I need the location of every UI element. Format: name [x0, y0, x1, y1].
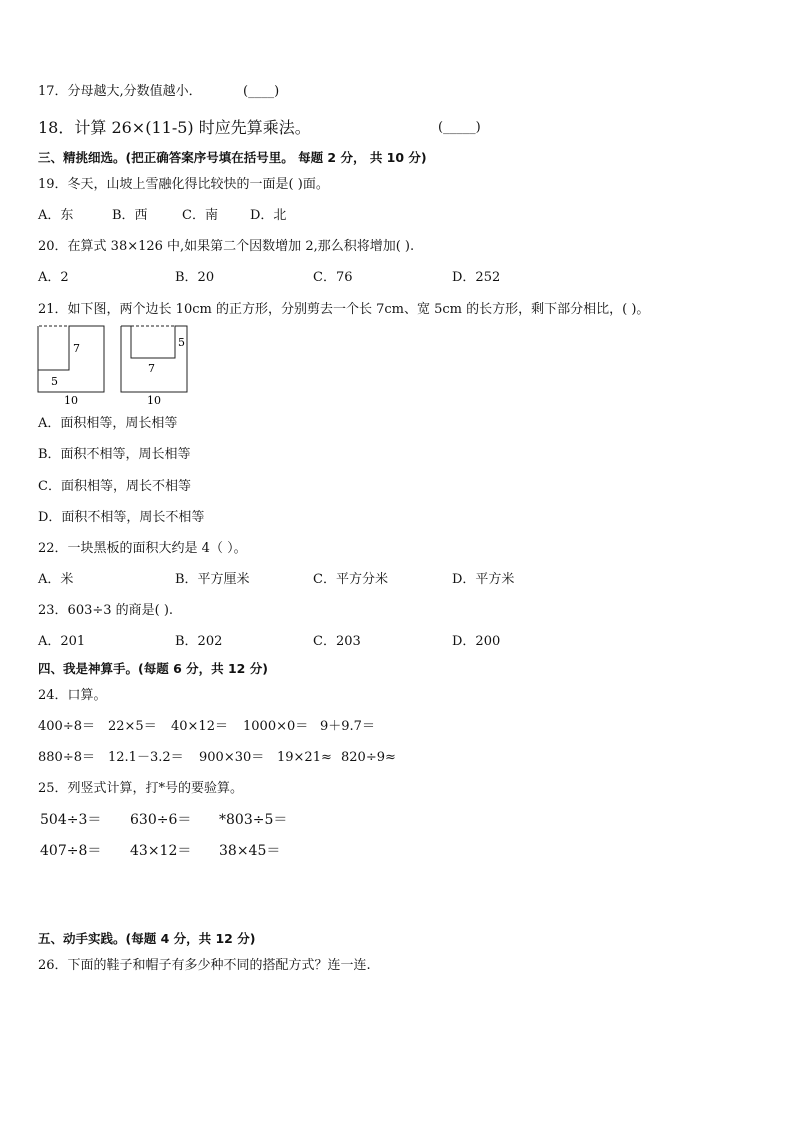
q25-problem: 504÷3＝ — [40, 812, 102, 828]
q21-text: 21．如下图，两个边长 10cm 的正方形，分别剪去一个长 7cm、宽 5cm 的长方形，剩下部分相比，( )。 — [38, 302, 650, 317]
q24-problem: 40×12＝ — [171, 719, 228, 734]
q23-option-b[interactable]: B．202 — [175, 634, 223, 649]
q24-problem: 19×21≈ — [277, 750, 332, 765]
q21-option-b[interactable]: B．面积不相等，周长相等 — [38, 447, 191, 462]
q24-problem: 12.1－3.2＝ — [108, 750, 184, 765]
q17-text: 17．分母越大,分数值越小． — [38, 84, 202, 99]
q20-option-c[interactable]: C．76 — [313, 270, 353, 285]
q21-option-d[interactable]: D．面积不相等，周长不相等 — [38, 510, 205, 525]
q19-option-a[interactable]: A．东 — [38, 208, 74, 223]
q24-problem: 880÷8＝ — [38, 750, 95, 765]
q25-problem: 407÷8＝ — [40, 843, 102, 859]
q26-text: 26．下面的鞋子和帽子有多少种不同的搭配方式？连一连. — [38, 958, 371, 973]
q21-option-c[interactable]: C．面积相等，周长不相等 — [38, 479, 191, 494]
q22-option-a[interactable]: A．米 — [38, 572, 74, 587]
left-side-10: 10 — [64, 394, 78, 407]
right-label-7: 7 — [148, 362, 155, 375]
q22-option-b[interactable]: B．平方厘米 — [175, 572, 250, 587]
right-label-5: 5 — [178, 336, 185, 349]
q20-option-a[interactable]: A．2 — [38, 270, 69, 285]
q25-problem: 38×45＝ — [219, 843, 281, 859]
left-label-7: 7 — [73, 342, 80, 355]
q22-option-c[interactable]: C．平方分米 — [313, 572, 388, 587]
q17-answer-blank[interactable]: (____) — [243, 84, 280, 99]
q19-text: 19．冬天，山坡上雪融化得比较快的一面是( )面。 — [38, 177, 329, 192]
q19-option-c[interactable]: C．南 — [182, 208, 218, 223]
q22-text: 22．一块黑板的面积大约是 4（ ）。 — [38, 541, 247, 556]
q20-option-b[interactable]: B．20 — [175, 270, 215, 285]
section-4-heading: 四、我是神算手。(每题 6 分，共 12 分) — [38, 661, 268, 676]
q23-option-c[interactable]: C．203 — [313, 634, 361, 649]
q24-text: 24．口算。 — [38, 688, 107, 703]
q23-option-d[interactable]: D．200 — [452, 634, 501, 649]
section-5-heading: 五、动手实践。(每题 4 分，共 12 分) — [38, 931, 256, 946]
right-side-10: 10 — [147, 394, 161, 407]
q23-option-a[interactable]: A．201 — [38, 634, 86, 649]
q24-problem: 820÷9≈ — [341, 750, 396, 765]
q19-option-d[interactable]: D．北 — [250, 208, 287, 223]
q25-problem: 43×12＝ — [130, 843, 192, 859]
q24-problem: 1000×0＝ — [243, 719, 309, 734]
left-square-figure — [38, 326, 104, 407]
q24-problem: 22×5＝ — [108, 719, 157, 734]
q24-problem: 900×30＝ — [199, 750, 265, 765]
q19-option-b[interactable]: B．西 — [112, 208, 148, 223]
q24-problem: 400÷8＝ — [38, 719, 95, 734]
section-3-heading: 三、精挑细选。(把正确答案序号填在括号里。 每题 2 分， 共 10 分) — [38, 150, 427, 165]
q24-problem: 9＋9.7＝ — [320, 719, 375, 734]
q25-problem: *803÷5＝ — [219, 812, 288, 828]
q22-option-d[interactable]: D．平方米 — [452, 572, 515, 587]
q21-option-a[interactable]: A．面积相等，周长相等 — [38, 416, 178, 431]
q25-text: 25．列竖式计算，打*号的要验算。 — [38, 781, 244, 796]
q20-text: 20．在算式 38×126 中,如果第二个因数增加 2,那么积将增加( ). — [38, 239, 415, 254]
q18-answer-blank[interactable]: (_____) — [438, 120, 481, 135]
q21-figure — [34, 322, 194, 408]
q23-text: 23．603÷3 的商是( ). — [38, 603, 174, 618]
left-label-5: 5 — [51, 375, 58, 388]
q20-option-d[interactable]: D．252 — [452, 270, 501, 285]
right-square-figure — [121, 326, 187, 407]
q25-problem: 630÷6＝ — [130, 812, 192, 828]
q18-text: 18．计算 26×(11-5) 时应先算乘法。 — [38, 118, 311, 137]
